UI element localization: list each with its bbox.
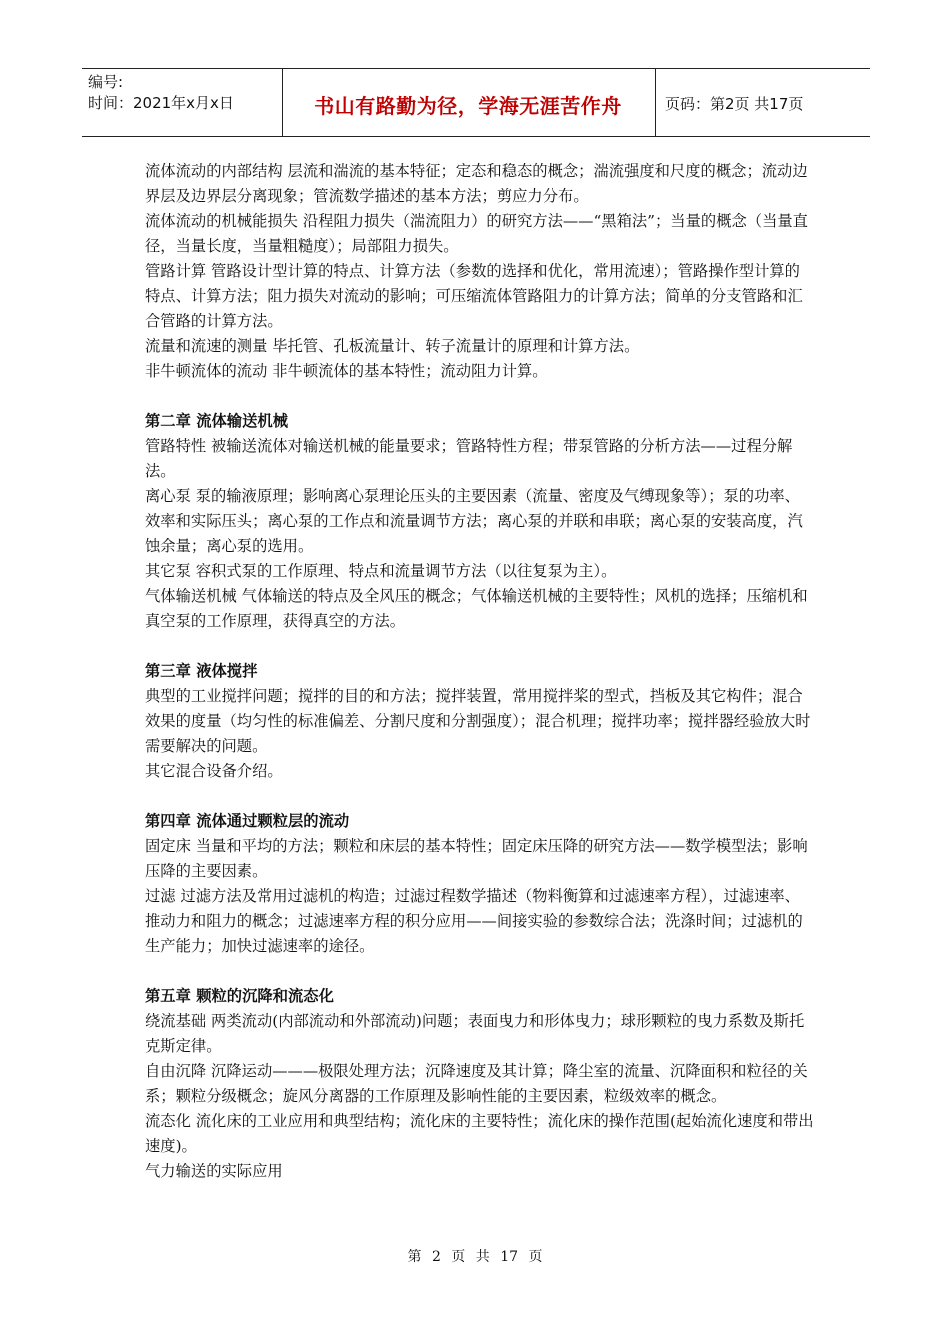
paragraph: 典型的工业搅拌问题；搅拌的目的和方法；搅拌装置，常用搅拌桨的型式，挡板及其它构件；混合效果的度量（均匀性的标准偏差、分割尺度和分割强度）；混合机理；搅拌功率；搅拌器经验放大时需要解决的问题。 (145, 687, 811, 755)
footer-page-number: 第 2 页 共 17 页 (407, 1249, 543, 1265)
paragraph: 流体流动的内部结构 层流和湍流的基本特征；定态和稳态的概念；湍流强度和尺度的概念；流动边界层及边界层分离现象；管流数学描述的基本方法；剪应力分布。 (145, 162, 808, 205)
chapter-2-section (145, 409, 815, 634)
chapter-heading: 第四章 流体通过颗粒层的流动 (145, 812, 350, 830)
header-meta (88, 72, 234, 114)
paragraph: 管路特性 被输送流体对输送机械的能量要求；管路特性方程；带泵管路的分析方法——过程分解法。 (145, 437, 793, 480)
header-page-number: 页码：第2页 共17页 (665, 95, 804, 113)
paragraph: 非牛顿流体的流动 非牛顿流体的基本特性；流动阻力计算。 (145, 362, 548, 380)
paragraph: 固定床 当量和平均的方法；颗粒和床层的基本特性；固定床压降的研究方法——数学模型法；影响压降的主要因素。 (145, 837, 808, 880)
chapter-3-section (145, 659, 815, 784)
chapter-5-section (145, 984, 815, 1184)
header-motto: 书山有路勤为径，学海无涯苦作舟 (314, 94, 622, 118)
header-divider-right (655, 68, 656, 136)
paragraph: 其它泵 容积式泵的工作原理、特点和流量调节方法（以往复泵为主）。 (145, 562, 617, 580)
paragraph: 自由沉降 沉降运动———极限处理方法；沉降速度及其计算；降尘室的流量、沉降面积和粒径的关系；颗粒分级概念；旋风分离器的工作原理及影响性能的主要因素，粒级效率的概念。 (145, 1062, 808, 1105)
chapter-heading: 第二章 流体输送机械 (145, 412, 288, 430)
paragraph: 流态化 流化床的工业应用和典型结构；流化床的主要特性；流化床的操作范围(起始流化速度和带出速度)。 (145, 1112, 814, 1155)
paragraph: 管路计算 管路设计型计算的特点、计算方法（参数的选择和优化，常用流速）；管路操作型计算的特点、计算方法；阻力损失对流动的影响；可压缩流体管路阻力的计算方法；简单的分支管路和汇合管路的计算方法。 (145, 262, 803, 330)
document-time-label: 时间：2021年x月x日 (88, 94, 234, 112)
paragraph: 流体流动的机械能损失 沿程阻力损失（湍流阻力）的研究方法——“黑箱法”；当量的概念（当量直径，当量长度，当量粗糙度）；局部阻力损失。 (145, 212, 808, 255)
paragraph: 离心泵 泵的输液原理；影响离心泵理论压头的主要因素（流量、密度及气缚现象等）；泵的功率、效率和实际压头；离心泵的工作点和流量调节方法；离心泵的并联和串联；离心泵的安装高度，汽蚀余量；离心泵的选用。 (145, 487, 803, 555)
header-bottom-border (82, 136, 870, 137)
paragraph: 绕流基础 两类流动(内部流动和外部流动)问题；表面曳力和形体曳力；球形颗粒的曳力系数及斯托克斯定律。 (145, 1012, 805, 1055)
paragraph: 气力输送的实际应用 (145, 1162, 283, 1180)
chapter-heading: 第三章 液体搅拌 (145, 662, 258, 680)
header-top-border (82, 68, 870, 69)
paragraph: 过滤 过滤方法及常用过滤机的构造；过滤过程数学描述（物料衡算和过滤速率方程），过滤速率、推动力和阻力的概念；过滤速率方程的积分应用——间接实验的参数综合法；洗涤时间；过滤机的生产能力；加快过滤速率的途径。 (145, 887, 803, 955)
paragraph: 气体输送机械 气体输送的特点及全风压的概念；气体输送机械的主要特性；风机的选择；压缩机和真空泵的工作原理，获得真空的方法。 (145, 587, 808, 630)
paragraph: 其它混合设备介绍。 (145, 762, 283, 780)
intro-section (145, 159, 815, 384)
document-number-label: 编号: (88, 73, 124, 91)
document-body (145, 159, 815, 1184)
chapter-4-section (145, 809, 815, 959)
chapter-heading: 第五章 颗粒的沉降和流态化 (145, 987, 334, 1005)
paragraph: 流量和流速的测量 毕托管、孔板流量计、转子流量计的原理和计算方法。 (145, 337, 640, 355)
